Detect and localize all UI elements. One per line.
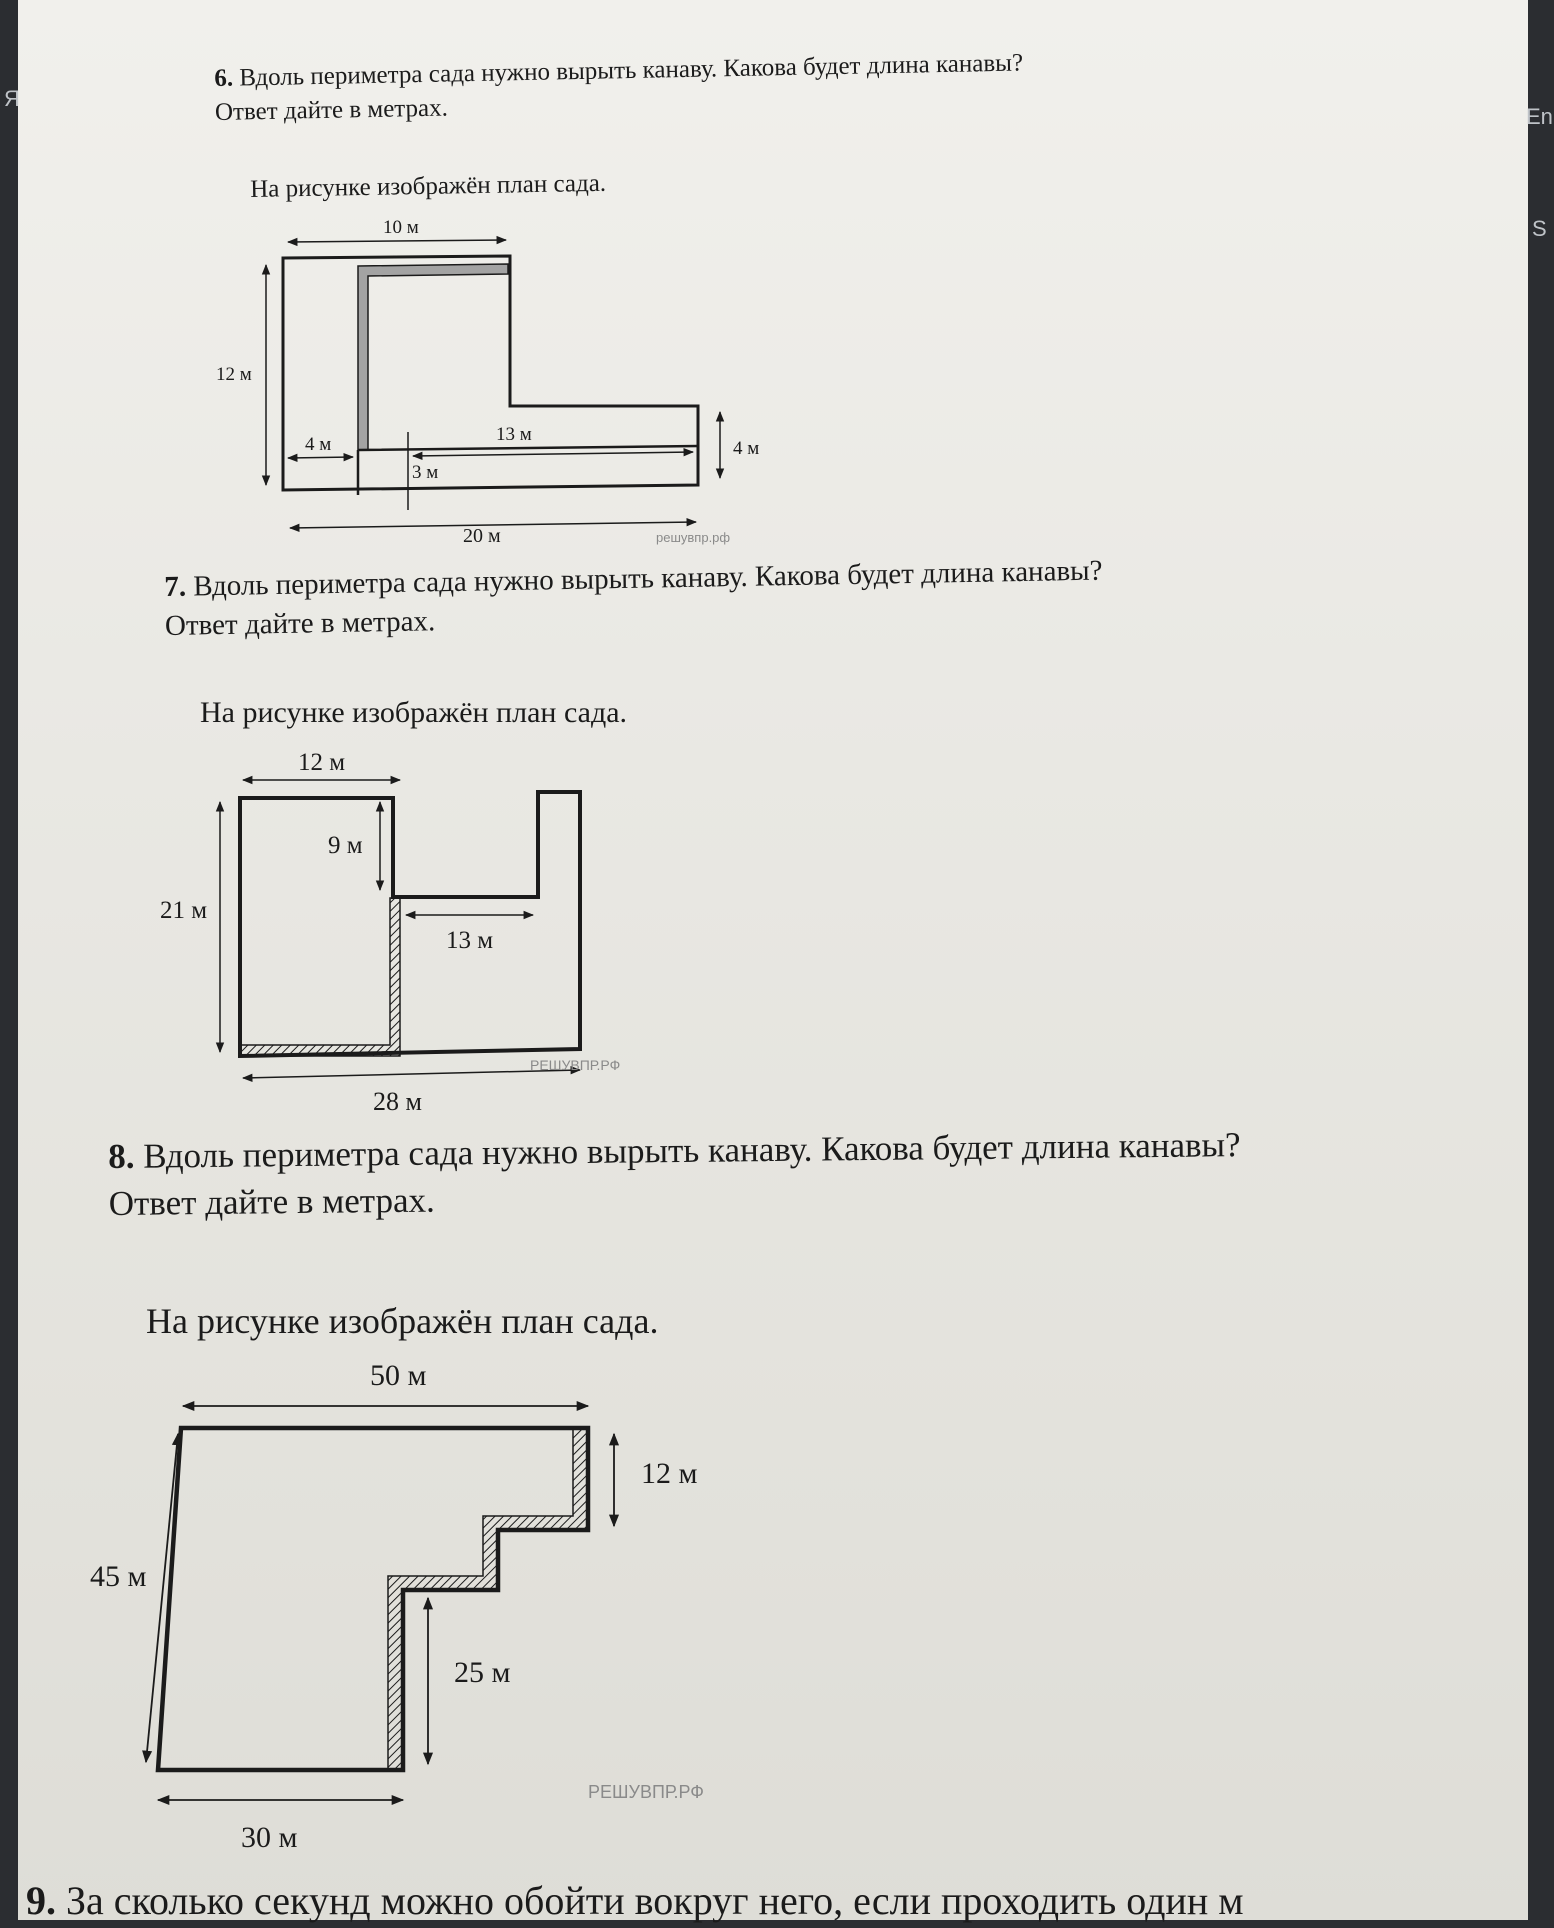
problem-9-number: 9. bbox=[26, 1878, 56, 1923]
dim-6-top bbox=[288, 240, 506, 242]
garden-7-outline bbox=[240, 792, 580, 1056]
problem-8-line1: Вдоль периметра сада нужно вырыть канаву. Какова будет длина канавы? bbox=[143, 1125, 1241, 1176]
problem-9-text: За сколько секунд можно обойти вокруг него, если проходить один м bbox=[66, 1878, 1244, 1923]
label-7-bottom: 28 м bbox=[373, 1087, 422, 1116]
label-6-left: 12 м bbox=[216, 364, 252, 385]
label-7-inner-vertical: 9 м bbox=[328, 832, 363, 859]
label-8-right: 12 м bbox=[641, 1457, 698, 1490]
label-6-right: 4 м bbox=[733, 438, 760, 459]
problem-6-caption: На рисунке изображён план сада. bbox=[250, 169, 607, 203]
label-6-inner: 13 м bbox=[496, 424, 532, 445]
problem-8-question bbox=[108, 1121, 1241, 1227]
problem-8-line2: Ответ дайте в метрах. bbox=[108, 1180, 436, 1224]
dim-6-inner bbox=[413, 452, 693, 456]
garden-8-outline bbox=[158, 1428, 588, 1770]
keyboard-key-s: S bbox=[1532, 216, 1547, 241]
problem-6-garden-plan bbox=[208, 210, 808, 550]
problem-7-line1: Вдоль периметра сада нужно вырыть канаву. Какова будет длина канавы? bbox=[193, 554, 1103, 603]
problem-8-caption: На рисунке изображён план сада. bbox=[146, 1301, 659, 1341]
label-6-bottom: 20 м bbox=[463, 525, 501, 547]
keyboard-key-en: En bbox=[1526, 104, 1553, 129]
problem-6-number: 6. bbox=[214, 64, 234, 92]
label-8-inner: 25 м bbox=[454, 1656, 511, 1689]
worksheet-page bbox=[18, 0, 1528, 1923]
watermark-8: РЕШУВПР.РФ bbox=[588, 1782, 704, 1802]
label-6-step: 3 м bbox=[412, 462, 439, 483]
problem-6-question bbox=[214, 46, 1024, 129]
problem-7-caption: На рисунке изображён план сада. bbox=[200, 696, 628, 729]
label-6-small-left: 4 м bbox=[305, 434, 332, 455]
keyboard-key-left: Я bbox=[4, 86, 20, 111]
label-8-bottom: 30 м bbox=[241, 1821, 298, 1854]
label-6-top: 10 м bbox=[383, 217, 419, 238]
problem-6-line1: Вдоль периметра сада нужно вырыть канаву. Какова будет длина канавы? bbox=[239, 49, 1024, 92]
garden-8-hatch bbox=[388, 1428, 588, 1770]
problem-6-line2: Ответ дайте в метрах. bbox=[214, 94, 449, 126]
problem-7-garden-plan bbox=[128, 740, 688, 1120]
problem-7-line2: Ответ дайте в метрах. bbox=[164, 605, 436, 643]
problem-7-question bbox=[164, 552, 1104, 647]
dim-6-small-left bbox=[288, 457, 353, 458]
watermark-6: решувпр.рф bbox=[656, 530, 731, 545]
watermark-7: РЕШУВПР.РФ bbox=[530, 1057, 621, 1073]
problem-8-garden-plan bbox=[58, 1350, 738, 1860]
garden-6-gray-strip bbox=[358, 264, 508, 450]
label-7-top: 12 м bbox=[298, 749, 346, 776]
problem-8-number: 8. bbox=[108, 1136, 135, 1176]
label-7-left: 21 м bbox=[160, 897, 208, 924]
garden-7-hatch bbox=[240, 898, 400, 1056]
label-8-left: 45 м bbox=[90, 1560, 147, 1593]
label-7-inner: 13 м bbox=[446, 927, 494, 954]
label-8-top: 50 м bbox=[370, 1359, 427, 1392]
problem-7-number: 7. bbox=[164, 570, 187, 603]
